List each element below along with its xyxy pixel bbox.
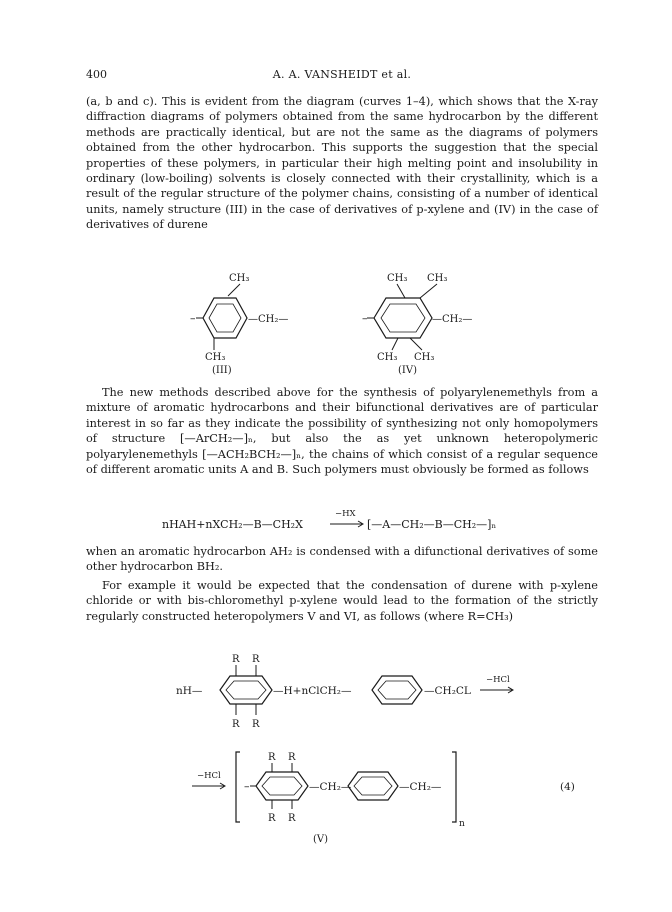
product-chain-2: —CH₂— — [399, 781, 442, 793]
iv-right-chain: —CH₂— — [432, 314, 473, 325]
iv-top-right-substituent: CH₃ — [427, 273, 448, 284]
product-bottom-r2: R — [288, 813, 296, 824]
equation-arrow-label: −HX — [335, 509, 356, 519]
product-label: (V) — [313, 834, 329, 845]
repeat-subscript: n — [459, 819, 465, 829]
reactant-right: —CH₂CL — [424, 685, 471, 697]
reactant-bottom-r2: R — [252, 719, 260, 730]
product-durene-ring — [256, 772, 308, 800]
product-left-bond: – — [244, 780, 250, 793]
left-bracket — [236, 752, 240, 822]
iv-bottom-right-substituent: CH₃ — [414, 352, 435, 363]
iv-left-bond: – — [362, 312, 368, 325]
paragraph-3: when an aromatic hydrocarbon AH₂ is condensed with a difunctional derivatives of some other hydrocarbon BH₂. — [86, 545, 598, 574]
arrow2-label: −HCl — [197, 771, 221, 781]
iv-bottom-left-substituent: CH₃ — [377, 352, 398, 363]
iii-right-chain: —CH₂— — [248, 314, 289, 325]
product-bottom-r1: R — [268, 813, 276, 824]
equation-number: (4) — [560, 781, 575, 793]
xylene-ring — [372, 676, 422, 704]
reactant-mid: —H+nClCH₂— — [273, 685, 352, 697]
paragraph-2: The new methods described above for the synthesis of polyarylenemethyls from a mixture of aromatic hydrocarbons and their bifunctional derivatives are of particular interest in so far as they indicate the possibility of synthesizing not only homopolymers of structure [—ArCH₂—]ₙ, but also the as yet unknown heteropolymeric polyarylenemethyls [—ACH₂BCH₂—]ₙ, the chains of which consist of a regular sequence of different aromatic units A and B. Such polymers must obviously be formed as follows — [86, 386, 598, 477]
product-top-r2: R — [288, 752, 296, 763]
scheme-product — [192, 752, 575, 845]
arrow1-label: −HCl — [486, 675, 510, 685]
paragraph-4: For example it would be expected that the condensation of durene with p-xylene chloride or with bis-chloromethyl p-xylene would lead to the formation of the strictly regularly constructed heteropolymers V and VI, as follows (where R=CH₃) — [86, 579, 598, 623]
product-xylene-ring — [348, 772, 398, 800]
iii-top-substituent: CH₃ — [229, 273, 250, 284]
iii-label: (III) — [212, 365, 232, 376]
reactant-left: nH— — [176, 685, 203, 697]
durene-ring — [220, 676, 272, 704]
iii-left-bond: – — [190, 312, 196, 325]
reactant-top-r1: R — [232, 654, 240, 665]
equation-right: [—A—CH₂—B—CH₂—]ₙ — [367, 518, 497, 531]
running-head: A. A. VANSHEIDT et al. — [272, 68, 412, 81]
paragraph-1: (a, b and c). This is evident from the diagram (curves 1–4), which shows that the X-ray diffraction diagrams of polymers obtained from the same hydrocarbon by the different methods are practically identical, but are not the same as the diagrams of polymers obtained from the other hydrocarbon. This supports the suggestion that the special properties of these polymers, in particular their high melting point and insolubility in ordinary (low-boiling) solvents is closely connected with their crystallinity, which is a result of the regular structure of the polymer chains, consisting of a number of identical units, namely structure (III) in the case of derivatives of p-xylene and (IV) in the case of derivatives of durene — [86, 95, 598, 232]
iii-bottom-substituent: CH₃ — [205, 352, 226, 363]
page-number: 400 — [86, 68, 107, 81]
product-top-r1: R — [268, 752, 276, 763]
equation-left: nHAH+nXCH₂—B—CH₂X — [162, 518, 303, 531]
iv-label: (IV) — [398, 365, 417, 376]
reactant-bottom-r1: R — [232, 719, 240, 730]
reactant-top-r2: R — [252, 654, 260, 665]
right-bracket — [452, 752, 456, 822]
iv-top-left-substituent: CH₃ — [387, 273, 408, 284]
product-chain-1: —CH₂— — [309, 781, 352, 793]
scheme-reactants — [176, 654, 513, 730]
